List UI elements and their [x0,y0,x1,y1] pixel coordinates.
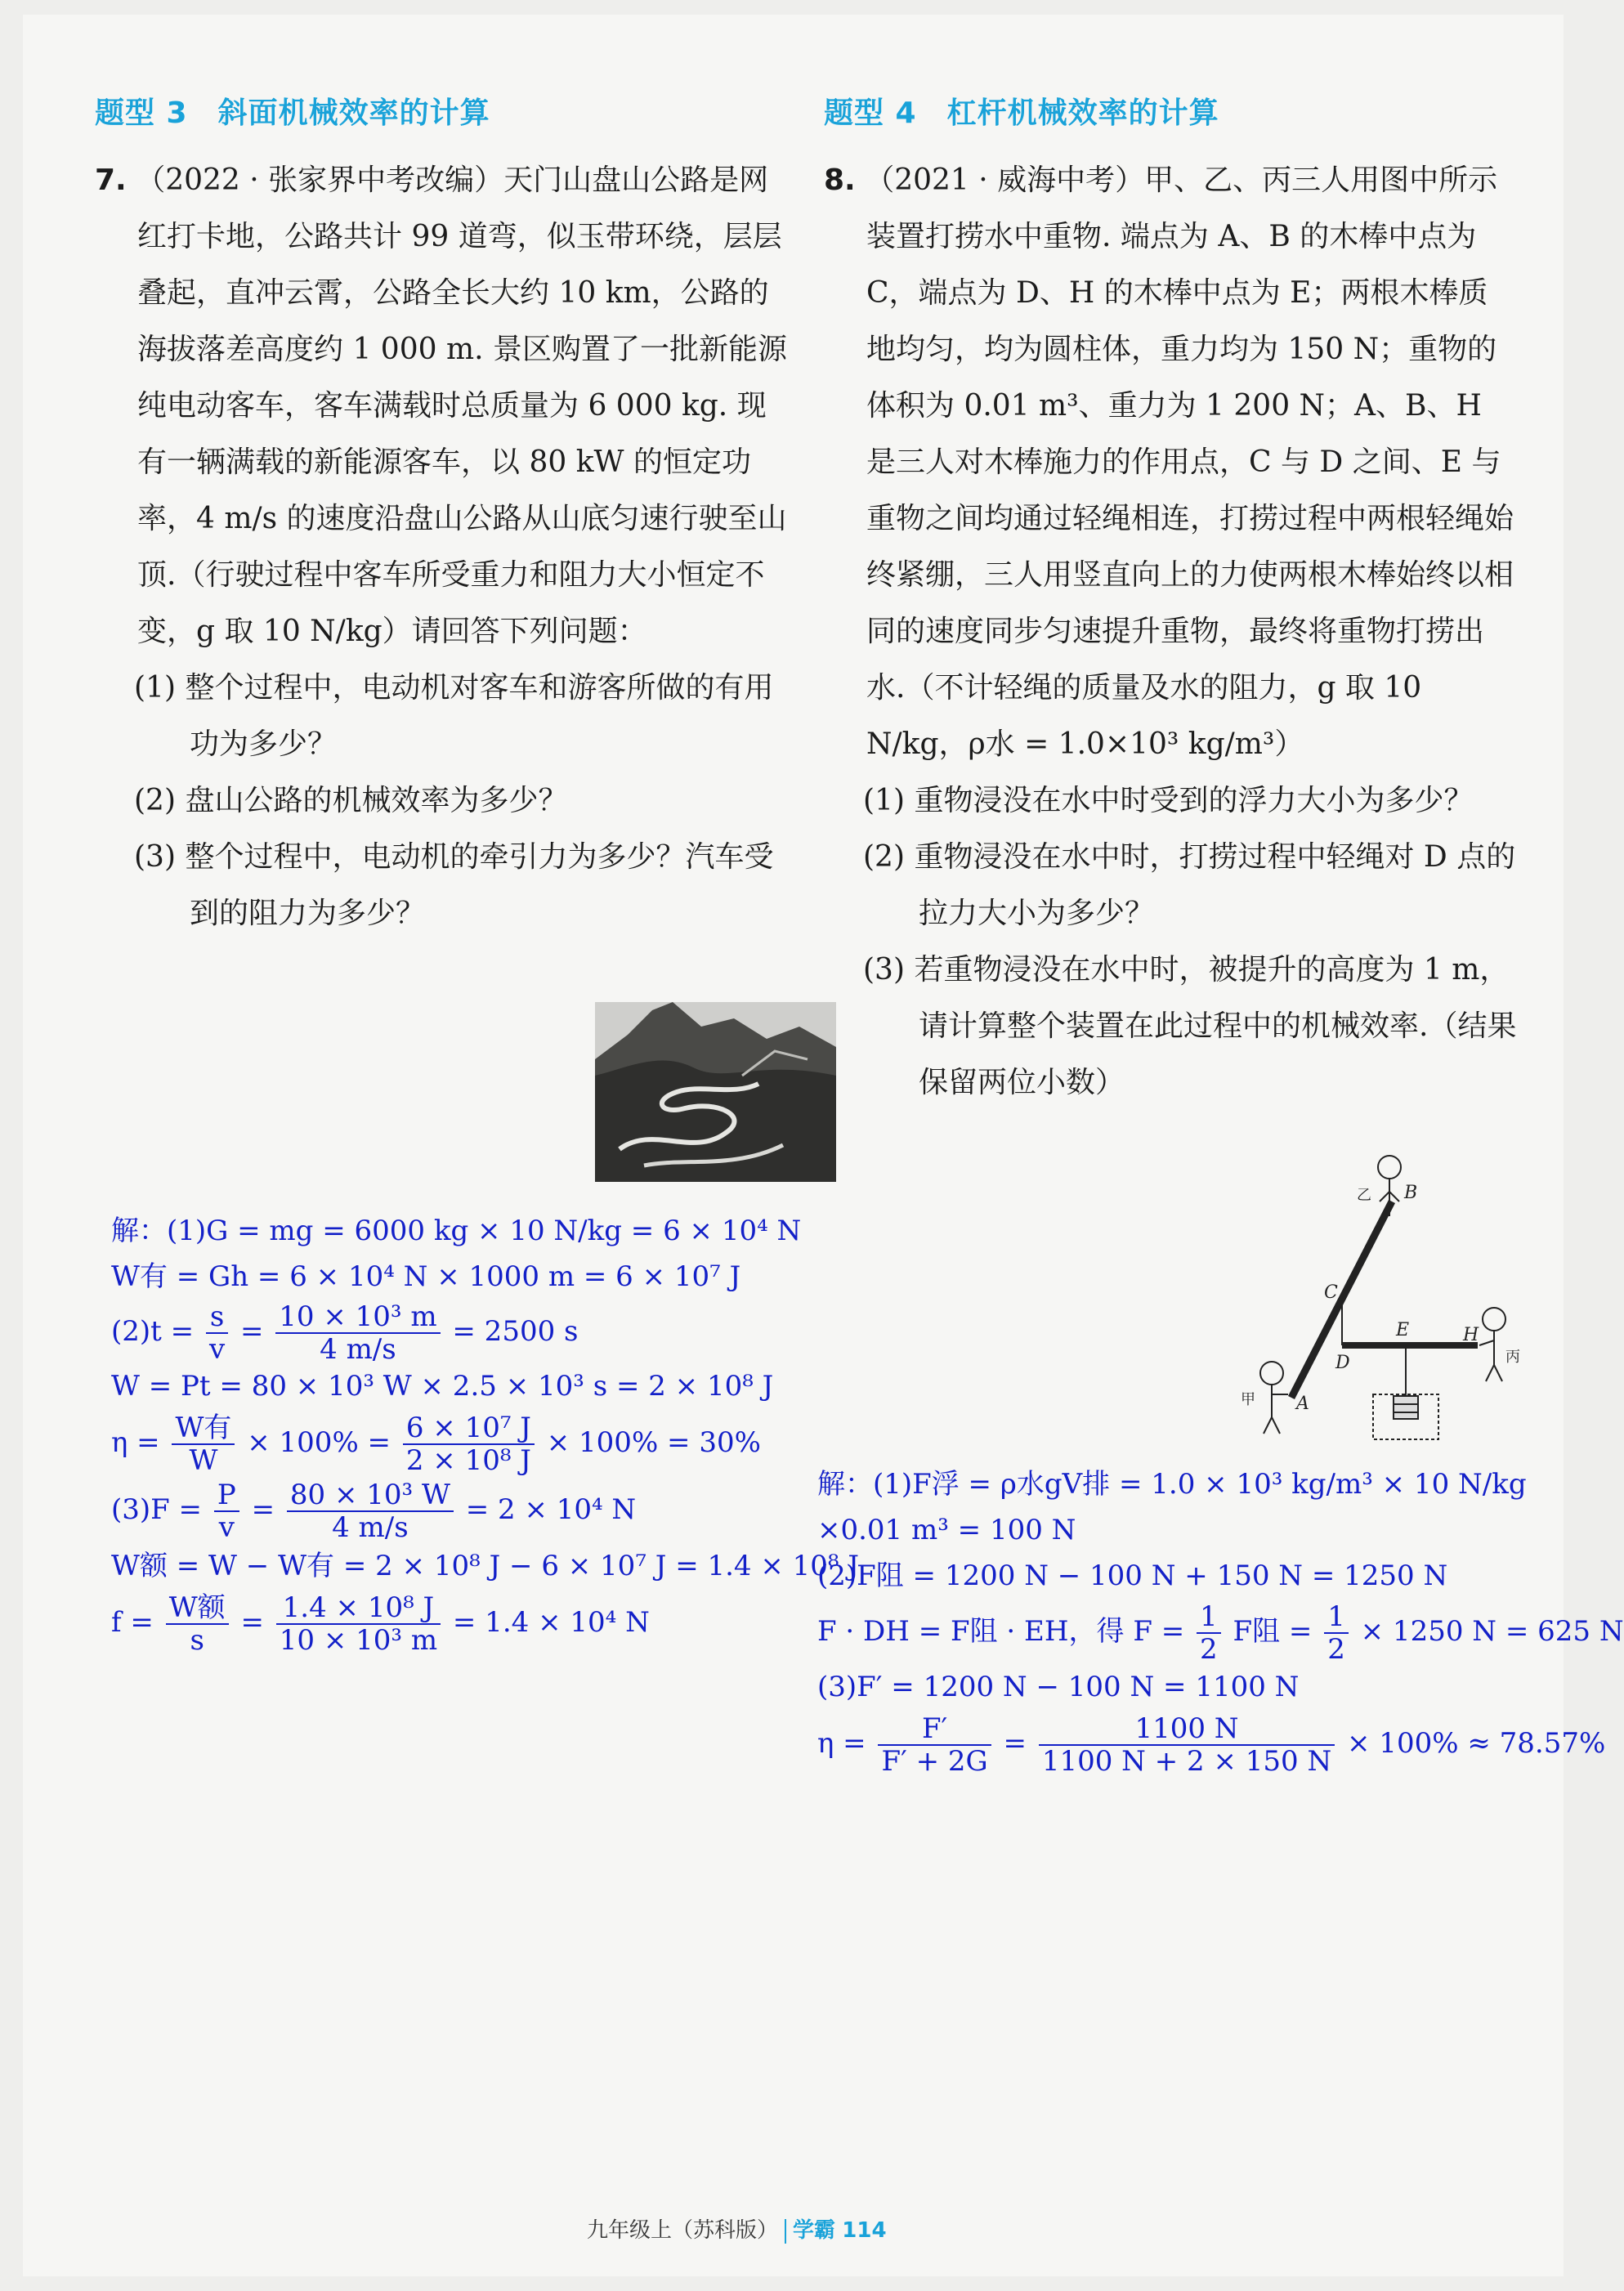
brand-label: 学霸 [793,2218,836,2243]
section-title-3: 题型 3 斜面机械效率的计算 [95,96,490,130]
answer-line: (3)F = $\frac{P}{v}$ = $\frac{\text{80 × 10³ W}}{4 m/s}$ = 2 × 10⁴ N [111,1479,637,1544]
answer-line: 解：(1)F浮 = ρ水gV排 = 1.0 × 10³ kg/m³ × 10 N/kg [817,1468,1527,1501]
answer-line: W = Pt = 80 × 10³ W × 2.5 × 10³ s = 2 × 10⁸ J [111,1370,774,1403]
question-body: （2022 · 张家界中考改编）天门山盘山公路是网红打卡地，公路共计 99 道弯，似玉带环绕，层层叠起，直冲云霄，公路全长大约 10 km，公路的海拔落差高度约 1 000 m. 景区购置了一批新能源纯电动客车，客车满载时总质量为 6 000 kg. 现有一辆满载的新能源客车，以 80 kW 的恒定功率，4 m/s 的速度沿盘山公路从山底匀速行驶至山顶.（行驶过程中客车所受重力和阻力大小恒定不变，g 取 10 N/kg）请回答下列问题： [136,163,787,648]
sub-question-1: (1) 重物浸没在水中时受到的浮力大小为多少？ [863,784,1474,817]
workbook-page [23,15,1624,2276]
grade-label: 九年级上（苏科版） [587,2218,779,2243]
label-c: C [1324,1282,1338,1303]
sub-question-1: (1) 整个过程中，电动机对客车和游客所做的有用功为多少？ [134,671,774,761]
label-jia: 甲 [1241,1391,1255,1408]
sub-question-3: (3) 若重物浸没在水中时，被提升的高度为 1 m，请计算整个装置在此过程中的机械效率.（结果保留两位小数） [863,953,1517,1099]
answer-line: η = $\frac{F'}{F' + 2G}$ = $\frac{1100 N}{1100 N + 2 \times 150 N}$ × 100% ≈ 78.57% [817,1712,1606,1778]
page-footer [587,2213,887,2244]
label-e: E [1396,1320,1410,1340]
answer-line: W额 = W − W有 = 2 × 10⁸ J − 6 × 10⁷ J = 1.4 × 10⁸ J [111,1550,859,1582]
label-h: H [1463,1325,1479,1345]
answer-line: (2)F阻 = 1200 N − 100 N + 150 N = 1250 N [817,1559,1448,1592]
label-b: B [1404,1183,1418,1203]
question-body: （2021 · 威海中考）甲、乙、丙三人用图中所示装置打捞水中重物. 端点为 A、B 的木棒中点为 C，端点为 D、H 的木棒中点为 E；两根木棒质地均匀，均为圆柱体，重力均为 150 N；重物的体积为 0.01 m³、重力为 1 200 N；A、B、H 是三人对木棒施力的作用点，C 与 D 之间、E 与重物之间均通过轻绳相连，打捞过程中两根轻绳始终紧绷，三人用竖直向上的力使两根木棒始终以相同的速度同步匀速提升重物，最终将重物打捞出水.（不计轻绳的质量及水的阻力，g 取 10 N/kg，ρ水 = 1.0×10³ kg/m³） [865,163,1514,761]
question-number: 7. [95,163,127,197]
label-bing: 丙 [1505,1349,1520,1366]
label-a: A [1296,1394,1309,1414]
footer-divider [785,2219,786,2244]
answer-line: F · DH = F阻 · EH，得 F = $\frac{1}{2}$ F阻 = $\frac{1}{2}$ × 1250 N = 625 N [817,1600,1624,1666]
answer-8 [817,1461,1624,1777]
answer-line: ×0.01 m³ = 100 N [817,1514,1076,1546]
question-number: 8. [824,163,856,197]
label-d: D [1335,1353,1350,1373]
answer-line: f = $\frac{\text{W额}}{s}$ = $\frac{\text{1.4 × 10⁸ J}}{\text{10 × 10³ m}}$ = 1.4 × 10⁴ N [111,1591,650,1657]
sub-question-2: (2) 重物浸没在水中时，打捞过程中轻绳对 D 点的拉力大小为多少？ [863,840,1516,930]
answer-line: 解：(1)G = mg = 6000 kg × 10 N/kg = 6 × 10⁴ N [111,1215,802,1247]
lever-diagram [1233,1151,1527,1445]
question-8 [824,152,1517,1111]
sub-question-2: (2) 盘山公路的机械效率为多少？ [134,784,568,817]
sub-question-3: (3) 整个过程中，电动机的牵引力为多少？汽车受到的阻力为多少？ [134,840,774,930]
answer-line: W有 = Gh = 6 × 10⁴ N × 1000 m = 6 × 10⁷ J [111,1260,741,1293]
question-7 [95,152,790,942]
mountain-road-photo [595,1002,836,1182]
label-yi: 乙 [1357,1187,1371,1204]
answer-line: η = $\frac{\text{W有}}{W}$ × 100% = $\frac{\text{6 × 10⁷ J}}{\text{2 × 10⁸ J}}$ × 100% = 30% [111,1412,761,1477]
answer-line: (3)F′ = 1200 N − 100 N = 1100 N [817,1671,1300,1703]
answer-7 [111,1208,859,1656]
answer-line: (2)t = $\frac{s}{v}$ = $\frac{\text{10 × 10³ m}}{4 m/s}$ = 2500 s [111,1300,579,1366]
page-number: 114 [842,2218,887,2243]
section-title-4: 题型 4 杠杆机械效率的计算 [824,96,1219,130]
